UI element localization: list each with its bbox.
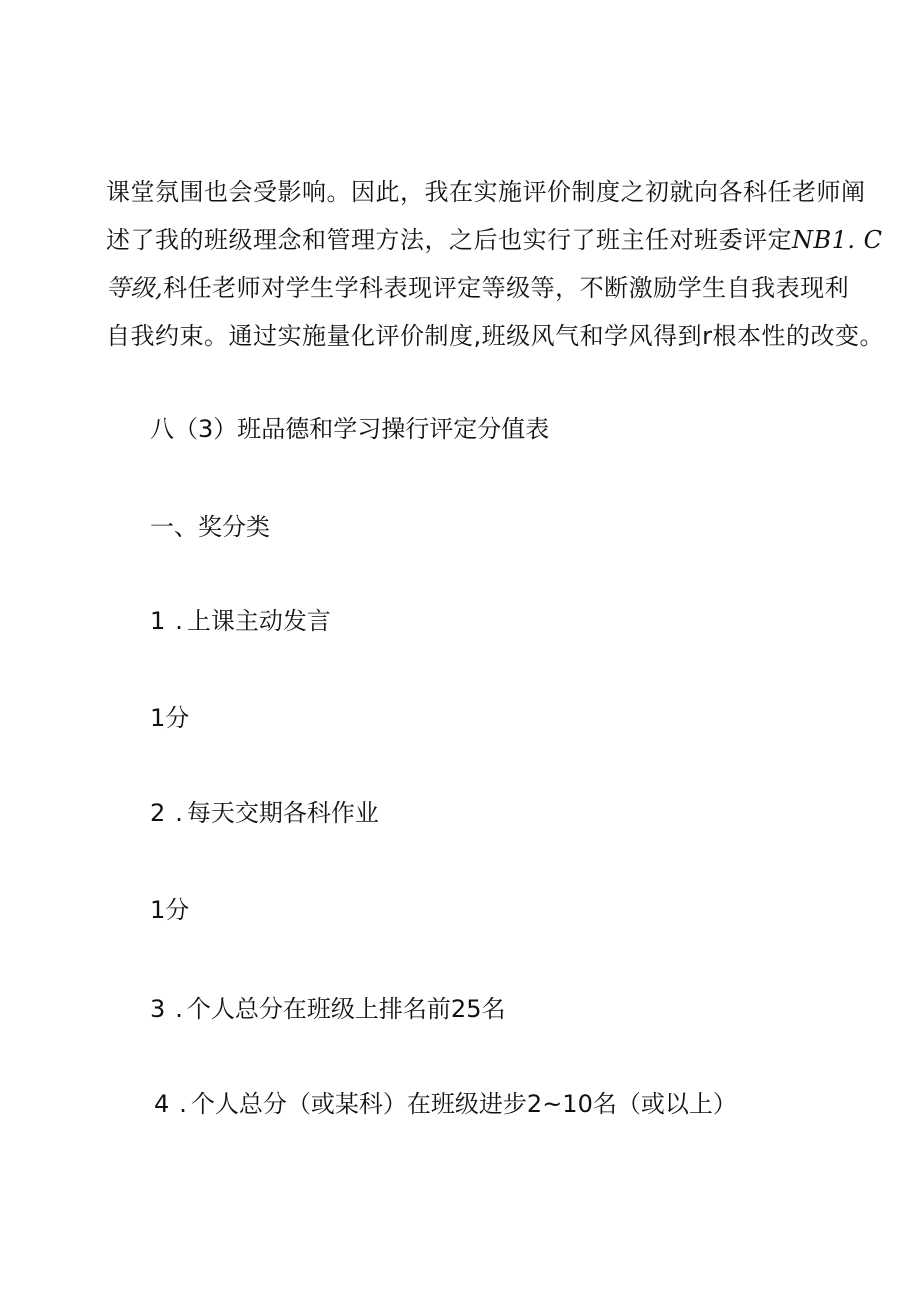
item-separator: .: [175, 607, 183, 635]
item-text: 每天交期各科作业: [186, 799, 379, 827]
list-item: [154, 1088, 737, 1120]
paragraph-line-3-text: 科任老师对学生学科表现评定等级等，不断激励学生自我表现利: [163, 274, 850, 302]
item-number: 1: [150, 607, 166, 635]
paragraph-line-2-grade-code: NB1. C: [792, 226, 883, 254]
paragraph-line-3-grade-word: 等级,: [106, 274, 164, 302]
body-paragraph: [106, 168, 884, 360]
list-item: [150, 797, 379, 829]
item-separator: .: [175, 995, 183, 1023]
item-number: 2: [150, 799, 166, 827]
section-heading: 一、奖分类: [150, 513, 270, 541]
paragraph-line-4: 自我约束。通过实施量化评价制度,班级风气和学风得到r根本性的改变。: [106, 322, 884, 350]
item-number: 3: [150, 995, 166, 1023]
item-number: 4: [154, 1090, 170, 1118]
paragraph-line-1: 课堂氛围也会受影响。因此，我在实施评价制度之初就向各科任老师阐: [106, 178, 866, 206]
paragraph-line-3: [106, 264, 850, 312]
paragraph-line-2-text: 述了我的班级理念和管理方法，之后也实行了班主任对班委评定: [106, 226, 792, 254]
list-item: [150, 605, 331, 637]
item-text: 个人总分（或某科）在班级进步2~10名（或以上）: [190, 1090, 737, 1118]
list-item: [150, 993, 505, 1025]
item-score: 1分: [150, 704, 190, 732]
item-separator: .: [175, 799, 183, 827]
item-separator: .: [179, 1090, 187, 1118]
table-title: 八（3）班品德和学习操行评定分值表: [150, 415, 550, 443]
item-score: 1分: [150, 896, 190, 924]
item-text: 上课主动发言: [186, 607, 331, 635]
paragraph-line-2: [106, 216, 883, 264]
item-text: 个人总分在班级上排名前25名: [186, 995, 506, 1023]
